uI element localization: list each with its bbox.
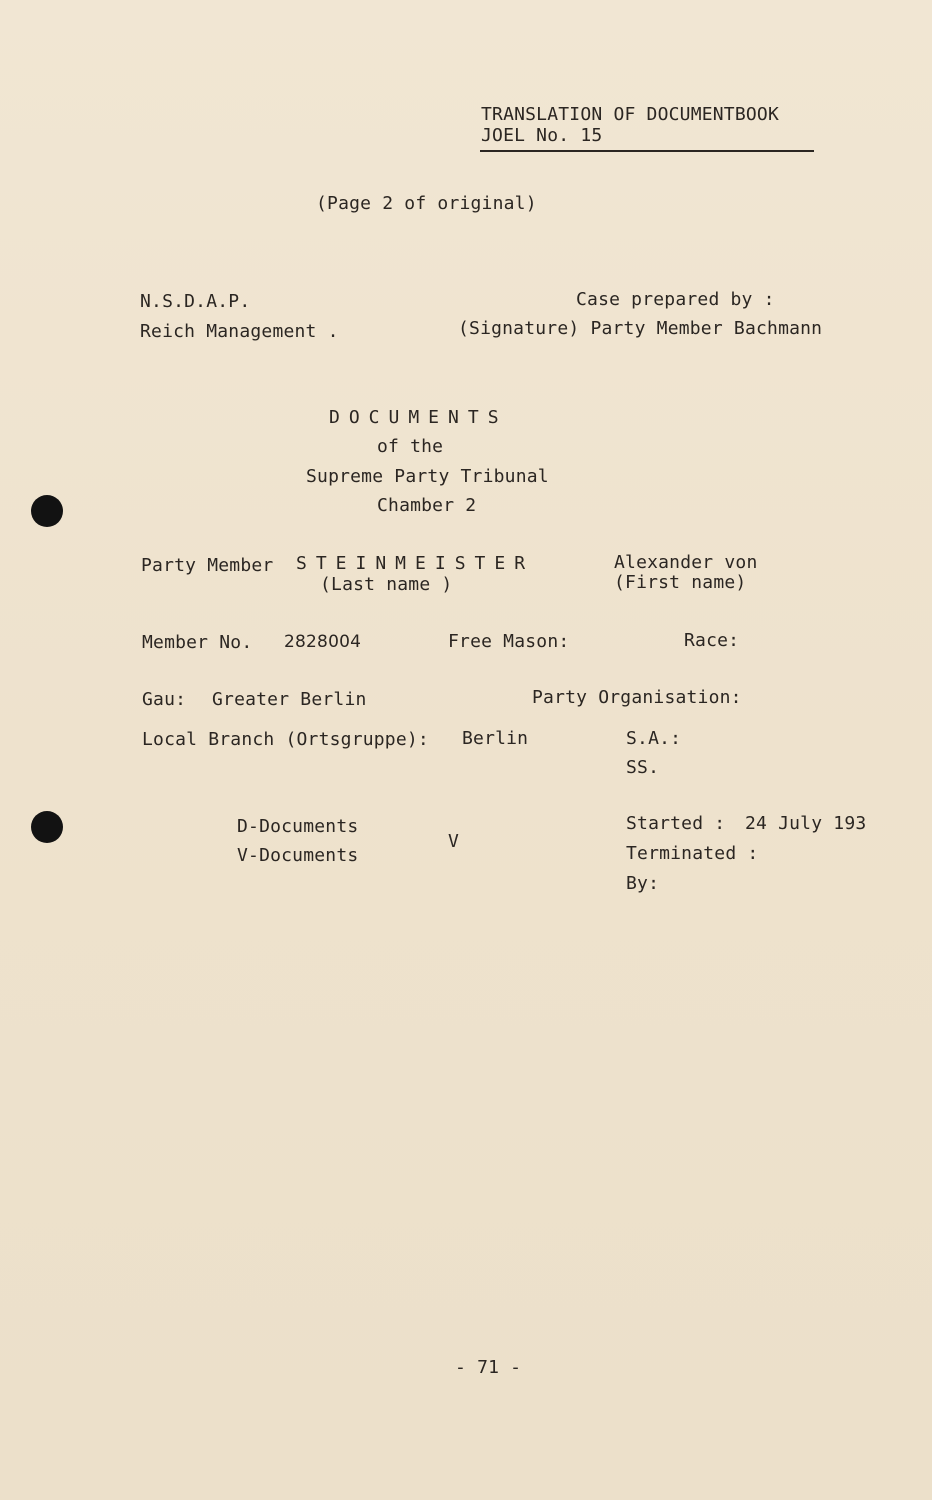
gau-value: Greater Berlin: [212, 689, 367, 710]
signature-line: (Signature) Party Member Bachmann: [458, 318, 823, 339]
local-branch-value: Berlin: [462, 728, 529, 749]
d-documents-label: D-Documents: [237, 816, 359, 837]
race-label: Race:: [684, 630, 740, 651]
last-name-value: STEINMEISTER: [296, 553, 535, 574]
title-chamber: Chamber 2: [377, 495, 477, 516]
ss-label: SS.: [626, 757, 660, 778]
sa-label: S.A.:: [626, 728, 682, 749]
title-tribunal: Supreme Party Tribunal: [306, 466, 549, 487]
member-number-value: 2828004: [284, 632, 362, 652]
party-organisation-label: Party Organisation:: [532, 687, 742, 708]
header-translation-line: TRANSLATION OF DOCUMENTBOOK: [481, 104, 779, 125]
page-number: - 71 -: [455, 1357, 522, 1378]
free-mason-label: Free Mason:: [448, 631, 570, 652]
started-date: 24 July 193: [745, 813, 867, 834]
org-name: N.S.D.A.P.: [140, 291, 251, 312]
first-name-caption: (First name): [614, 572, 747, 593]
by-label: By:: [626, 873, 660, 894]
terminated-label: Terminated :: [626, 843, 759, 864]
member-number-label: Member No.: [142, 632, 253, 653]
case-prepared-label: Case prepared by :: [576, 289, 775, 310]
documents-title: DOCUMENTS: [329, 407, 508, 428]
started-label: Started :: [626, 813, 726, 834]
punch-hole-top: [31, 495, 63, 527]
last-name-caption: (Last name ): [320, 574, 453, 595]
party-member-label: Party Member: [141, 555, 274, 576]
title-of-the: of the: [377, 436, 444, 457]
first-name-value: Alexander von: [614, 552, 758, 573]
header-rule: [480, 150, 814, 152]
gau-label: Gau:: [142, 689, 187, 710]
punch-hole-bottom: [31, 811, 63, 843]
org-subtitle: Reich Management .: [140, 321, 339, 342]
header-documentbook-line: JOEL No. 15: [481, 125, 603, 146]
page-of-original-note: (Page 2 of original): [316, 193, 537, 214]
v-documents-label: V-Documents: [237, 845, 359, 866]
local-branch-label: Local Branch (Ortsgruppe):: [142, 729, 429, 750]
v-documents-marker: V: [448, 831, 460, 852]
